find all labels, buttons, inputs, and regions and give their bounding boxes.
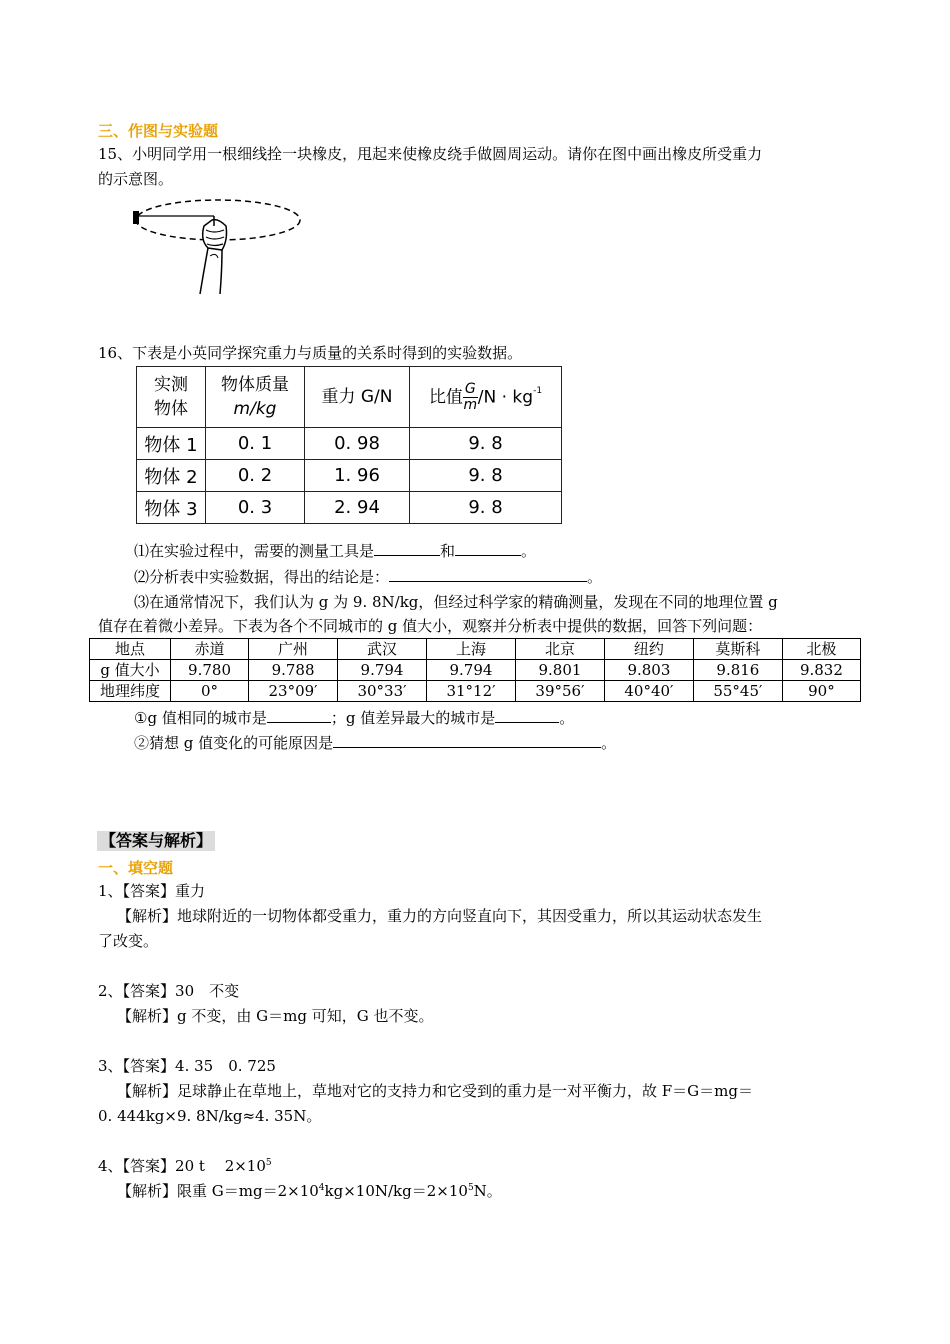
- eraser-circular-motion-figure: [128, 190, 308, 300]
- mass-table-header-weight: 重力 G/N: [305, 367, 410, 428]
- table-row: 物体 1 0. 1 0. 98 9. 8: [137, 428, 562, 460]
- mass-table-header-ratio: 比值 $\frac{G}{m}$ $/N \cdot kg^{-1}$: [410, 367, 562, 428]
- q16-sub2: ②猜想 g 值变化的可能原因是 。: [134, 734, 617, 752]
- answers-heading: 【答案与解析】: [97, 831, 215, 851]
- table-row: 地理纬度 0° 23°09′ 30°33′ 31°12′ 39°56′ 40°40′ 55°45′ 90°: [90, 681, 861, 702]
- answer-blank[interactable]: [374, 541, 440, 556]
- answer-blank[interactable]: [333, 733, 601, 748]
- answer-blank[interactable]: [455, 541, 521, 556]
- eraser-shape: [133, 211, 139, 224]
- mass-table-header-row: [137, 367, 562, 428]
- q15-text-line1: 15、小明同学用一根细线拴一块橡皮，甩起来使橡皮绕手做圆周运动。请你在图中画出橡皮所受重力: [98, 145, 763, 163]
- q16-part3-line1: ⑶在通常情况下，我们认为 g 为 9. 8N/kg，但经过科学家的精确测量，发现在不同的地理位置 g: [134, 593, 778, 611]
- table-row: g 值大小 9.780 9.788 9.794 9.794 9.801 9.803 9.816 9.832: [90, 660, 861, 681]
- answer-4: 4、【答案】20 t $2\times 10^5$: [98, 1157, 272, 1175]
- answers-section1-title: 一、填空题: [98, 859, 174, 877]
- q16-sub1: ①g 值相同的城市是 ；g 值差异最大的城市是 。: [134, 709, 575, 727]
- explanation-1-line2: 了改变。: [98, 932, 159, 950]
- answer-1: 1、【答案】重力: [98, 882, 206, 900]
- explanation-4: 【解析】限重 $G=mg=2\times 10^4kg\times 10N/kg=2\times 10^5N$。: [117, 1182, 502, 1200]
- answer-blank[interactable]: [267, 708, 331, 723]
- table-row: 物体 3 0. 3 2. 94 9. 8: [137, 492, 562, 524]
- ratio-fraction: $\frac{G}{m}$: [463, 380, 478, 413]
- mass-table-header-mass: 物体质量 m/kg: [206, 367, 305, 428]
- mass-table-header-object: 实测 物体: [137, 367, 206, 428]
- answer-blank[interactable]: [495, 708, 559, 723]
- g-value-table: [89, 638, 861, 702]
- mass-weight-table: [136, 366, 562, 524]
- q16-title: 16、下表是小英同学探究重力与质量的关系时得到的实验数据。: [98, 344, 523, 362]
- q16-part3-line2: 值存在着微小差异。下表为各个不同城市的 g 值大小，观察并分析表中提供的数据，回答下列问题：: [98, 617, 763, 635]
- explanation-3-line1: 【解析】足球静止在草地上，草地对它的支持力和它受到的重力是一对平衡力，故 F＝G＝mg＝: [117, 1082, 753, 1100]
- table-row: 物体 2 0. 2 1. 96 9. 8: [137, 460, 562, 492]
- answer-3: 3、【答案】4. 35 0. 725: [98, 1057, 276, 1075]
- answer-blank[interactable]: [389, 567, 587, 582]
- section-title-3: 三、作图与实验题: [98, 122, 219, 140]
- q16-part2: ⑵分析表中实验数据，得出的结论是： 。: [134, 568, 603, 586]
- q15-text-line2: 的示意图。: [98, 170, 174, 188]
- answer-2: 2、【答案】30 不变: [98, 982, 240, 1000]
- table-row: 地点 赤道 广州 武汉 上海 北京 纽约 莫斯科 北极: [90, 639, 861, 660]
- explanation-3-line2: 0. 444kg×9. 8N/kg≈4. 35N。: [98, 1107, 322, 1125]
- explanation-2: 【解析】g 不变，由 G＝mg 可知，G 也不变。: [117, 1007, 434, 1025]
- explanation-1-line1: 【解析】地球附近的一切物体都受重力，重力的方向竖直向下，其因受重力，所以其运动状态发生: [117, 907, 763, 925]
- q16-part1: ⑴在实验过程中，需要的测量工具是 和 。: [134, 542, 537, 560]
